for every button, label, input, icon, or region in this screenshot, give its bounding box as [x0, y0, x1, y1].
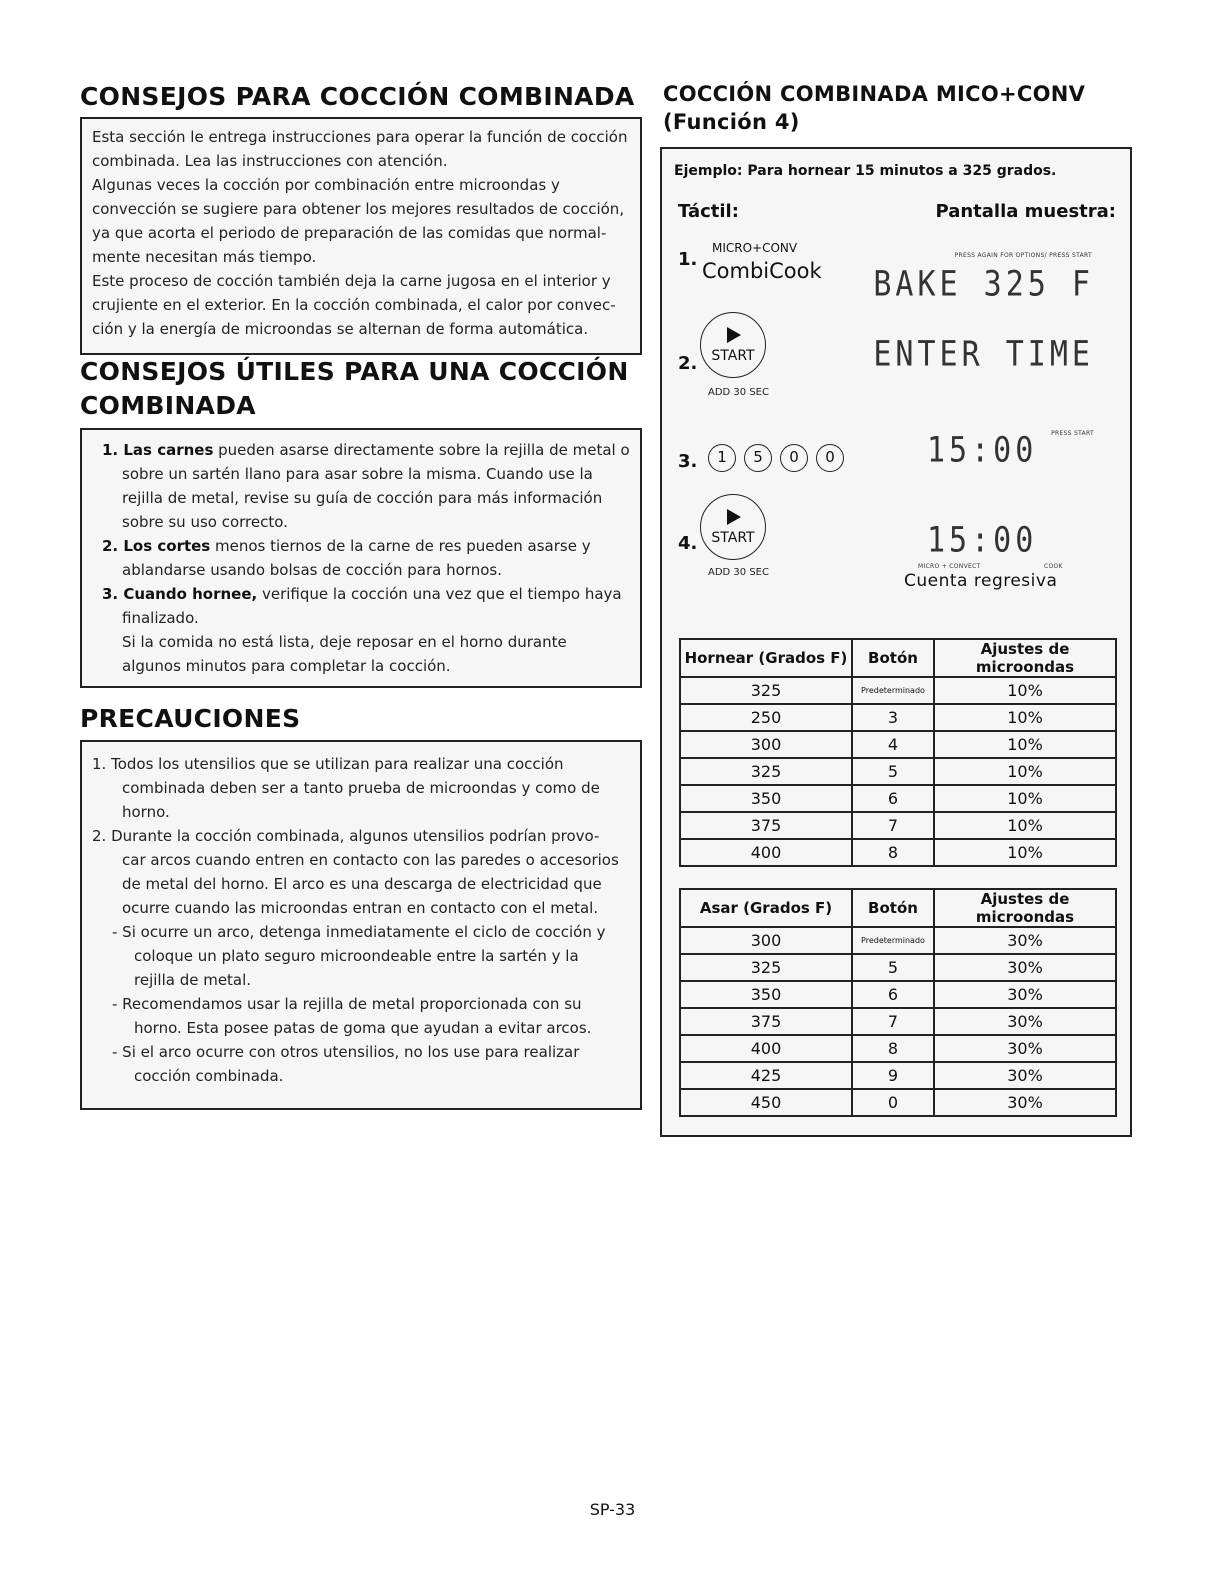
section-title-useful-tips: [80, 355, 629, 423]
precaution-sub-line: rejilla de metal.: [134, 971, 252, 989]
roast-table-header-cell: Botón: [852, 889, 934, 927]
bake-table-cell: 10%: [934, 785, 1116, 812]
bake-table-cell: 4: [852, 731, 934, 758]
roast-table-cell: 30%: [934, 927, 1116, 954]
bake-table-cell: 325: [680, 677, 852, 704]
section-title-combined-cooking-tips: CONSEJOS PARA COCCIÓN COMBINADA: [80, 82, 635, 111]
bake-table-cell: 300: [680, 731, 852, 758]
display-4-bottom-left-text: MICRO + CONVECT: [918, 563, 981, 570]
display-2-readout: ENTER TIME: [873, 334, 1094, 375]
roast-table-cell: 30%: [934, 1008, 1116, 1035]
roast-table-header-cell: Ajustes de microondas: [934, 889, 1116, 927]
roast-table-cell: 30%: [934, 1089, 1116, 1116]
bake-table-header-cell: Ajustes de microondas: [934, 639, 1116, 677]
bake-table-cell: 3: [852, 704, 934, 731]
tips-list: [92, 438, 640, 678]
table-row: [680, 677, 1116, 704]
useful-tips-box: [80, 428, 642, 688]
table-row: [680, 981, 1116, 1008]
tip-text: verifique la cocción una vez que el tiempo haya: [257, 585, 622, 603]
roast-table-header-row: [680, 889, 1116, 927]
table-row: [680, 785, 1116, 812]
table-row: [680, 1008, 1116, 1035]
tip-continuation: algunos minutos para completar la cocción.: [122, 657, 451, 675]
step-4-number: 4.: [678, 533, 698, 554]
intro-line: mente necesitan más tiempo.: [92, 248, 317, 266]
step-3-number: 3.: [678, 451, 698, 472]
table-row: [680, 927, 1116, 954]
bake-table-cell: 400: [680, 839, 852, 866]
table-row: [680, 704, 1116, 731]
digit-button-0[interactable]: 0: [780, 444, 808, 472]
micro-conv-panel: [660, 147, 1132, 1137]
roast-table-cell: 350: [680, 981, 852, 1008]
digit-button-1[interactable]: 1: [708, 444, 736, 472]
table-row: [680, 839, 1116, 866]
digit-button-0[interactable]: 0: [816, 444, 844, 472]
bake-table-cell: Predeterminado: [852, 677, 934, 704]
tip-bold-lead: 2. Los cortes: [102, 537, 211, 555]
title-line-2: COMBINADA: [80, 390, 256, 420]
table-row: [680, 1035, 1116, 1062]
precaution-line: combinada deben ser a tanto prueba de microondas y como de: [122, 779, 600, 797]
intro-line: Esta sección le entrega instrucciones para operar la función de cocción: [92, 128, 628, 146]
roast-table-cell: 5: [852, 954, 934, 981]
intro-line: crujiente en el exterior. En la cocción combinada, el calor por convec-: [92, 296, 616, 314]
countdown-label: Cuenta regresiva: [904, 571, 1058, 591]
start-button[interactable]: [700, 312, 766, 378]
table-row: [680, 1089, 1116, 1116]
display-1-readout: BAKE 325 F: [873, 264, 1094, 305]
intro-line: Algunas veces la cocción por combinación entre microondas y: [92, 176, 560, 194]
bake-table-cell: 8: [852, 839, 934, 866]
precaution-sub-line: - Recomendamos usar la rejilla de metal proporcionada con su: [112, 995, 582, 1013]
precaution-line: car arcos cuando entren en contacto con las paredes o accesorios: [122, 851, 619, 869]
display-1-top-text: PRESS AGAIN FOR OPTIONS/ PRESS START: [954, 252, 1092, 259]
display-4-bottom-right-text: COOK: [1044, 563, 1063, 570]
title-line-1: CONSEJOS ÚTILES PARA UNA COCCIÓN: [80, 357, 629, 386]
display-header: Pantalla muestra:: [935, 201, 1116, 222]
title-line-1: COCCIÓN COMBINADA MICO+CONV: [663, 82, 1086, 106]
add-30-sec-label: ADD 30 SEC: [708, 387, 769, 398]
combicook-button[interactable]: CombiCook: [702, 259, 822, 283]
bake-table-cell: 10%: [934, 731, 1116, 758]
roast-table-cell: 325: [680, 954, 852, 981]
section-title-micro-conv: [663, 80, 1085, 137]
roast-table-cell: 400: [680, 1035, 852, 1062]
intro-line: Este proceso de cocción también deja la carne jugosa en el interior y: [92, 272, 611, 290]
play-icon: [727, 509, 741, 525]
tip-item: [92, 438, 640, 462]
intro-line: ción y la energía de microondas se alternan de forma automática.: [92, 320, 589, 338]
start-label: START: [711, 530, 755, 546]
roast-table-cell: 7: [852, 1008, 934, 1035]
roast-table: [679, 888, 1117, 1117]
display-3-readout: 15:00: [927, 430, 1038, 471]
roast-table-cell: 450: [680, 1089, 852, 1116]
roast-table-cell: 30%: [934, 1062, 1116, 1089]
roast-table-cell: Predeterminado: [852, 927, 934, 954]
bake-table-cell: 375: [680, 812, 852, 839]
roast-table-cell: 30%: [934, 981, 1116, 1008]
roast-table-cell: 0: [852, 1089, 934, 1116]
start-label: START: [711, 348, 755, 364]
bake-table-cell: 7: [852, 812, 934, 839]
precautions-list: [92, 752, 640, 1088]
table-row: [680, 731, 1116, 758]
tip-bold-lead: 1. Las carnes: [102, 441, 214, 459]
roast-table-header-cell: Asar (Grados F): [680, 889, 852, 927]
bake-table-cell: 6: [852, 785, 934, 812]
precaution-line: ocurre cuando las microondas entran en contacto con el metal.: [122, 899, 599, 917]
roast-table-cell: 30%: [934, 954, 1116, 981]
micro-conv-small-label: MICRO+CONV: [712, 241, 798, 255]
precaution-sub-line: cocción combinada.: [134, 1067, 284, 1085]
display-3-top-text: PRESS START: [1051, 430, 1094, 437]
table-row: [680, 812, 1116, 839]
bake-table-cell: 10%: [934, 758, 1116, 785]
combined-cooking-intro-box: [80, 117, 642, 355]
bake-table-cell: 10%: [934, 839, 1116, 866]
intro-text: [92, 125, 640, 341]
tip-text: pueden asarse directamente sobre la rejilla de metal o: [213, 441, 630, 459]
bake-table-header-cell: Hornear (Grados F): [680, 639, 852, 677]
roast-table-cell: 9: [852, 1062, 934, 1089]
step-2-number: 2.: [678, 353, 698, 374]
tip-item: [92, 582, 640, 606]
start-button-step-4[interactable]: [700, 494, 766, 560]
bake-table: [679, 638, 1117, 867]
tip-text: menos tiernos de la carne de res pueden asarse y: [210, 537, 591, 555]
roast-table-cell: 375: [680, 1008, 852, 1035]
tip-continuation: sobre su uso correcto.: [122, 513, 288, 531]
tip-continuation: ablandarse usando bolsas de cocción para hornos.: [122, 561, 502, 579]
bake-table-cell: 5: [852, 758, 934, 785]
tip-continuation: finalizado.: [122, 609, 199, 627]
table-row: [680, 1062, 1116, 1089]
precaution-line: horno.: [122, 803, 170, 821]
intro-line: convección se sugiere para obtener los mejores resultados de cocción,: [92, 200, 625, 218]
bake-table-cell: 10%: [934, 812, 1116, 839]
bake-table-header-cell: Botón: [852, 639, 934, 677]
roast-table-cell: 300: [680, 927, 852, 954]
bake-table-header-row: [680, 639, 1116, 677]
precautions-box: [80, 740, 642, 1110]
play-icon: [727, 327, 741, 343]
tip-bold-lead: 3. Cuando hornee,: [102, 585, 258, 603]
roast-table-cell: 8: [852, 1035, 934, 1062]
table-row: [680, 758, 1116, 785]
add-30-sec-label-step-4: ADD 30 SEC: [708, 567, 769, 578]
intro-line: combinada. Lea las instrucciones con atención.: [92, 152, 448, 170]
bake-table-cell: 325: [680, 758, 852, 785]
title-line-2: (Función 4): [663, 110, 800, 135]
roast-table-cell: 30%: [934, 1035, 1116, 1062]
roast-table-cell: 6: [852, 981, 934, 1008]
bake-table-cell: 350: [680, 785, 852, 812]
precaution-sub-line: horno. Esta posee patas de goma que ayudan a evitar arcos.: [134, 1019, 592, 1037]
precaution-line: de metal del horno. El arco es una descarga de electricidad que: [122, 875, 602, 893]
bake-table-cell: 10%: [934, 677, 1116, 704]
digit-button-5[interactable]: 5: [744, 444, 772, 472]
page-number: SP-33: [589, 1500, 636, 1519]
bake-table-cell: 250: [680, 704, 852, 731]
bake-table-cell: 10%: [934, 704, 1116, 731]
roast-table-cell: 425: [680, 1062, 852, 1089]
tip-continuation: rejilla de metal, revise su guía de cocción para más información: [122, 489, 603, 507]
precaution-line: 1. Todos los utensilios que se utilizan para realizar una cocción: [92, 755, 564, 773]
example-text: Ejemplo: Para hornear 15 minutos a 325 grados.: [674, 163, 1057, 179]
tip-continuation: Si la comida no está lista, deje reposar en el horno durante: [122, 633, 567, 651]
precaution-sub-line: - Si el arco ocurre con otros utensilios, no los use para realizar: [112, 1043, 580, 1061]
tip-continuation: sobre un sartén llano para asar sobre la misma. Cuando use la: [122, 465, 593, 483]
table-row: [680, 954, 1116, 981]
touch-header: Táctil:: [678, 201, 739, 222]
precaution-line: 2. Durante la cocción combinada, algunos utensilios podrían provo-: [92, 827, 600, 845]
precaution-sub-line: - Si ocurre un arco, detenga inmediatamente el ciclo de cocción y: [112, 923, 606, 941]
intro-line: ya que acorta el periodo de preparación de las comidas que normal-: [92, 224, 607, 242]
display-4-readout: 15:00: [927, 520, 1038, 561]
step-1-number: 1.: [678, 249, 698, 270]
section-title-precautions: PRECAUCIONES: [80, 704, 301, 733]
tip-item: [92, 534, 640, 558]
precaution-sub-line: coloque un plato seguro microondeable entre la sartén y la: [134, 947, 579, 965]
